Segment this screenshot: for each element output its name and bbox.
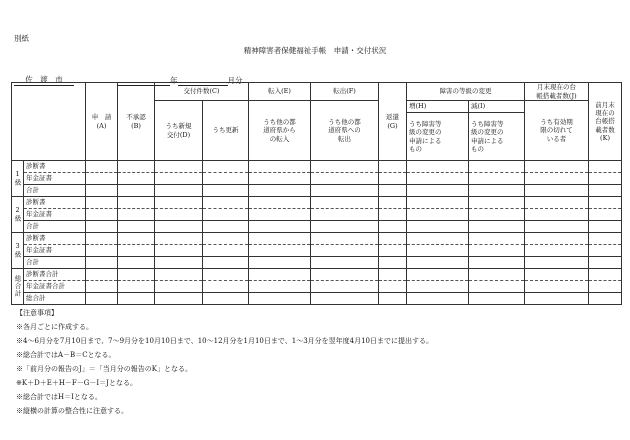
data-cell[interactable]	[379, 185, 407, 197]
data-cell[interactable]	[249, 197, 311, 209]
data-cell[interactable]	[311, 209, 379, 221]
status-table	[11, 82, 622, 305]
col-increase: 増(H)	[407, 101, 469, 113]
note-item: ※総合計ではH＝Iとなる。	[16, 393, 102, 401]
data-cell[interactable]	[203, 197, 249, 209]
data-cell[interactable]	[86, 221, 118, 233]
col-apply-label: 申 請 (A)	[91, 113, 112, 130]
data-cell[interactable]	[249, 281, 311, 293]
data-cell[interactable]	[86, 293, 118, 305]
data-cell[interactable]	[525, 293, 589, 305]
data-cell[interactable]	[155, 269, 203, 281]
note-item: ※縦横の計算の整合性に注意する。	[16, 407, 128, 415]
col-transfer-out-group: 転出(F)	[311, 83, 379, 101]
data-cell[interactable]	[407, 185, 469, 197]
data-cell[interactable]	[407, 257, 469, 269]
note-item: ※「前月分の報告のJ」＝「当月分の報告のK」となる。	[16, 365, 193, 373]
data-cell[interactable]	[407, 209, 469, 221]
data-cell[interactable]	[203, 221, 249, 233]
data-cell[interactable]	[589, 233, 622, 245]
data-cell[interactable]	[469, 269, 525, 281]
data-cell[interactable]	[118, 233, 155, 245]
data-cell[interactable]	[469, 245, 525, 257]
data-cell[interactable]	[249, 185, 311, 197]
note-item: ※K＋D＋E＋H－F－G－I＝Jとなる。	[16, 379, 137, 387]
col-returned	[379, 83, 407, 161]
col-rejected-label: 不承認 (B)	[126, 113, 146, 130]
table-row	[12, 173, 622, 185]
data-cell[interactable]	[118, 293, 155, 305]
note-item: ※各月ごとに作成する。	[16, 323, 93, 331]
row-label: 年金証書	[24, 245, 86, 257]
data-cell[interactable]	[249, 257, 311, 269]
data-cell[interactable]	[203, 173, 249, 185]
data-cell[interactable]	[379, 197, 407, 209]
data-cell[interactable]	[589, 161, 622, 173]
data-cell[interactable]	[249, 233, 311, 245]
data-cell[interactable]	[469, 161, 525, 173]
row-label: 診断書	[24, 197, 86, 209]
table-row	[12, 257, 622, 269]
data-cell[interactable]	[525, 221, 589, 233]
data-cell[interactable]	[311, 185, 379, 197]
header-corner	[12, 83, 86, 161]
table-row	[12, 221, 622, 233]
data-cell[interactable]	[86, 233, 118, 245]
data-cell[interactable]	[86, 281, 118, 293]
data-cell[interactable]	[86, 185, 118, 197]
row-label: 年金証書合計	[24, 281, 86, 293]
data-cell[interactable]	[589, 185, 622, 197]
annex-label: 別紙	[14, 34, 29, 43]
data-cell[interactable]	[525, 233, 589, 245]
data-cell[interactable]	[589, 269, 622, 281]
col-transfer-in	[249, 101, 311, 161]
data-cell[interactable]	[118, 281, 155, 293]
data-cell[interactable]	[155, 197, 203, 209]
grade-label: 1級	[12, 161, 24, 197]
table-row	[12, 209, 622, 221]
col-expired	[525, 101, 589, 161]
table-row	[12, 245, 622, 257]
table-row	[12, 161, 622, 173]
col-issued-renew: うち更新	[203, 101, 249, 161]
city-name: 佐 渡 市	[25, 75, 63, 84]
col-returned-label: 返還 (G)	[386, 113, 400, 130]
month-suffix: 月分	[227, 76, 243, 85]
col-grade-change-group: 障害の等級の変更	[407, 83, 525, 101]
data-cell[interactable]	[379, 221, 407, 233]
data-cell[interactable]	[525, 197, 589, 209]
col-apply	[86, 83, 118, 161]
form-title: 精神障害者保健福祉手帳 申請・交付状況	[243, 46, 387, 55]
data-cell[interactable]	[469, 281, 525, 293]
data-cell[interactable]	[249, 209, 311, 221]
data-cell[interactable]	[118, 185, 155, 197]
row-label: 年金証書	[24, 173, 86, 185]
data-cell[interactable]	[86, 173, 118, 185]
data-cell[interactable]	[469, 221, 525, 233]
data-cell[interactable]	[589, 281, 622, 293]
data-cell[interactable]	[311, 233, 379, 245]
col-issued-new	[155, 101, 203, 161]
data-cell[interactable]	[203, 185, 249, 197]
data-cell[interactable]	[249, 161, 311, 173]
data-cell[interactable]	[469, 257, 525, 269]
data-cell[interactable]	[86, 269, 118, 281]
data-cell[interactable]	[86, 197, 118, 209]
data-cell[interactable]	[379, 281, 407, 293]
data-cell[interactable]	[525, 161, 589, 173]
data-cell[interactable]	[589, 245, 622, 257]
col-decrease: 減(I)	[469, 101, 525, 113]
data-cell[interactable]	[589, 197, 622, 209]
data-cell[interactable]	[311, 257, 379, 269]
data-cell[interactable]	[379, 209, 407, 221]
data-cell[interactable]	[155, 221, 203, 233]
row-label: 総合計	[24, 293, 86, 305]
grade-label: 2級	[12, 197, 24, 233]
data-cell[interactable]	[525, 245, 589, 257]
data-cell[interactable]	[589, 221, 622, 233]
data-cell[interactable]	[203, 293, 249, 305]
data-cell[interactable]	[311, 173, 379, 185]
data-cell[interactable]	[155, 209, 203, 221]
data-cell[interactable]	[118, 269, 155, 281]
col-decrease-sub-label: うち障害等 級の変更の 申請による もの	[471, 120, 504, 153]
notes-heading: 【注意事項】	[16, 309, 58, 317]
note-item: ※4～6月分を7月10日まで、7～9月分を10月10日まで、10～12月分を1月10日まで、1～3月分を翌年度4月10日までに提出する。	[16, 337, 434, 345]
data-cell[interactable]	[407, 245, 469, 257]
data-cell[interactable]	[589, 257, 622, 269]
data-cell[interactable]	[407, 197, 469, 209]
data-cell[interactable]	[155, 257, 203, 269]
table-row	[12, 197, 622, 209]
data-cell[interactable]	[118, 221, 155, 233]
col-issued-new-label: うち新規 交付(D)	[165, 122, 192, 139]
data-cell[interactable]	[407, 173, 469, 185]
col-prev-month-label: 前月末 現在の 台帳搭 載者数 (K)	[595, 101, 615, 142]
data-cell[interactable]	[203, 161, 249, 173]
data-cell[interactable]	[525, 173, 589, 185]
table-row	[12, 281, 622, 293]
data-cell[interactable]	[155, 173, 203, 185]
row-label: 合計	[24, 185, 86, 197]
data-cell[interactable]	[311, 269, 379, 281]
data-cell[interactable]	[469, 185, 525, 197]
data-cell[interactable]	[379, 161, 407, 173]
data-cell[interactable]	[379, 233, 407, 245]
data-cell[interactable]	[203, 281, 249, 293]
data-cell[interactable]	[249, 245, 311, 257]
row-label: 診断書合計	[24, 269, 86, 281]
data-cell[interactable]	[118, 257, 155, 269]
data-cell[interactable]	[311, 221, 379, 233]
data-cell[interactable]	[589, 293, 622, 305]
data-cell[interactable]	[469, 209, 525, 221]
data-cell[interactable]	[407, 221, 469, 233]
row-label: 年金証書	[24, 209, 86, 221]
table-row	[12, 185, 622, 197]
data-cell[interactable]	[469, 233, 525, 245]
data-cell[interactable]	[118, 209, 155, 221]
data-cell[interactable]	[469, 173, 525, 185]
data-cell[interactable]	[525, 269, 589, 281]
data-cell[interactable]	[379, 257, 407, 269]
col-increase-sub	[407, 113, 469, 161]
data-cell[interactable]	[525, 281, 589, 293]
data-cell[interactable]	[379, 245, 407, 257]
data-cell[interactable]	[407, 233, 469, 245]
data-cell[interactable]	[86, 209, 118, 221]
data-cell[interactable]	[118, 197, 155, 209]
data-cell[interactable]	[203, 209, 249, 221]
data-cell[interactable]	[155, 293, 203, 305]
data-cell[interactable]	[525, 257, 589, 269]
col-issued-group: 交付件数(C)	[155, 83, 249, 101]
data-cell[interactable]	[589, 173, 622, 185]
grade-label: 3級	[12, 233, 24, 269]
col-transfer-in-group: 転入(E)	[249, 83, 311, 101]
data-cell[interactable]	[249, 269, 311, 281]
data-cell[interactable]	[249, 173, 311, 185]
col-month-end-label: 月末現在の台 帳搭載者数(J)	[536, 83, 577, 100]
data-cell[interactable]	[203, 245, 249, 257]
data-cell[interactable]	[86, 161, 118, 173]
table-row	[12, 233, 622, 245]
data-cell[interactable]	[203, 233, 249, 245]
col-increase-sub-label: うち障害等 級の変更の 申請による もの	[409, 120, 442, 153]
row-label: 診断書	[24, 161, 86, 173]
table-row	[12, 269, 622, 281]
data-cell[interactable]	[311, 197, 379, 209]
table-row	[12, 293, 622, 305]
data-cell[interactable]	[86, 257, 118, 269]
data-cell[interactable]	[379, 269, 407, 281]
row-label: 診断書	[24, 233, 86, 245]
data-cell[interactable]	[155, 185, 203, 197]
data-cell[interactable]	[249, 293, 311, 305]
col-prev-month	[589, 83, 622, 161]
data-cell[interactable]	[118, 173, 155, 185]
col-expired-label: うち有効期 限の切れて いる者	[540, 118, 573, 143]
data-cell[interactable]	[249, 221, 311, 233]
col-transfer-out	[311, 101, 379, 161]
data-cell[interactable]	[379, 173, 407, 185]
row-label: 合計	[24, 257, 86, 269]
note-item: ※総合計ではA－B＝Cとなる。	[16, 351, 116, 359]
data-cell[interactable]	[118, 161, 155, 173]
data-cell[interactable]	[407, 269, 469, 281]
col-transfer-out-label: うち他の都 道府県への 転出	[328, 118, 361, 143]
data-cell[interactable]	[311, 245, 379, 257]
data-cell[interactable]	[379, 293, 407, 305]
data-cell[interactable]	[469, 197, 525, 209]
col-month-end-group	[525, 83, 589, 101]
data-cell[interactable]	[407, 161, 469, 173]
data-cell[interactable]	[311, 161, 379, 173]
col-rejected	[118, 83, 155, 161]
data-cell[interactable]	[589, 209, 622, 221]
data-cell[interactable]	[203, 257, 249, 269]
data-cell[interactable]	[311, 281, 379, 293]
data-cell[interactable]	[407, 281, 469, 293]
col-transfer-in-label: うち他の都 道府県から の転入	[263, 118, 296, 143]
row-label: 合計	[24, 221, 86, 233]
data-cell[interactable]	[155, 233, 203, 245]
data-cell[interactable]	[525, 185, 589, 197]
data-cell[interactable]	[155, 161, 203, 173]
data-cell[interactable]	[155, 281, 203, 293]
data-cell[interactable]	[469, 293, 525, 305]
data-cell[interactable]	[118, 245, 155, 257]
data-cell[interactable]	[407, 293, 469, 305]
data-cell[interactable]	[155, 245, 203, 257]
col-decrease-sub	[469, 113, 525, 161]
data-cell[interactable]	[525, 209, 589, 221]
grade-label: 総合計	[12, 269, 24, 305]
data-cell[interactable]	[86, 245, 118, 257]
data-cell[interactable]	[203, 269, 249, 281]
year-suffix: 年	[170, 76, 178, 85]
data-cell[interactable]	[311, 293, 379, 305]
